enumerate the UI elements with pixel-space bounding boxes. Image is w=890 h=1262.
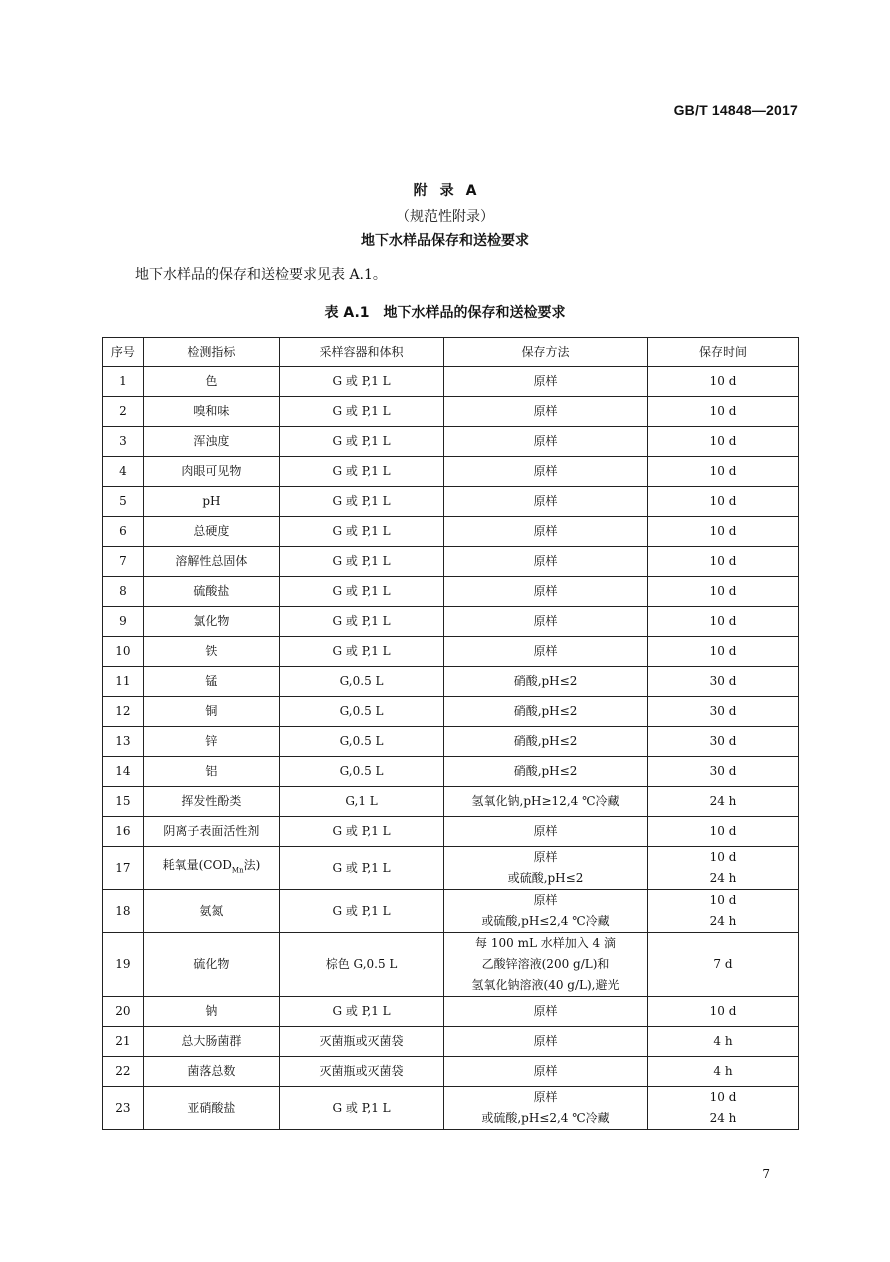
cell-indicator: 总硬度 bbox=[143, 517, 279, 547]
table-row bbox=[103, 367, 799, 397]
table-row bbox=[103, 847, 799, 890]
cell-method bbox=[444, 933, 648, 997]
cell-container: G 或 P,1 L bbox=[280, 517, 444, 547]
cell-indicator: 挥发性酚类 bbox=[143, 787, 279, 817]
table-caption: 表 A.1 地下水样品的保存和送检要求 bbox=[324, 305, 566, 321]
cell-time bbox=[648, 890, 799, 933]
time-line: 10 d bbox=[709, 644, 737, 658]
table-row bbox=[103, 577, 799, 607]
method-line: 硝酸,pH≤2 bbox=[513, 764, 578, 778]
time-line: 10 d bbox=[709, 554, 737, 568]
cell-container: G 或 P,1 L bbox=[280, 487, 444, 517]
cell-no: 15 bbox=[103, 787, 144, 817]
cell-container: G 或 P,1 L bbox=[280, 817, 444, 847]
cell-indicator: 铜 bbox=[143, 697, 279, 727]
cell-method bbox=[444, 637, 648, 667]
cell-indicator: 阴离子表面活性剂 bbox=[143, 817, 279, 847]
cell-container: G 或 P,1 L bbox=[280, 427, 444, 457]
table-row bbox=[103, 397, 799, 427]
cell-container: G,0.5 L bbox=[280, 697, 444, 727]
time-line: 10 d bbox=[709, 374, 737, 388]
cell-method bbox=[444, 607, 648, 637]
cell-no: 4 bbox=[103, 457, 144, 487]
storage-requirements-table bbox=[102, 337, 799, 1130]
table-row bbox=[103, 817, 799, 847]
cell-time bbox=[648, 847, 799, 890]
appendix-type: （规范性附录） bbox=[396, 209, 494, 225]
cell-time bbox=[648, 1087, 799, 1130]
method-line: 原样 bbox=[533, 1004, 558, 1018]
cell-method bbox=[444, 427, 648, 457]
cell-indicator: 色 bbox=[143, 367, 279, 397]
indicator-text: 耗氧量(COD bbox=[162, 857, 232, 872]
time-line: 30 d bbox=[709, 734, 737, 748]
cell-method bbox=[444, 1027, 648, 1057]
time-line: 24 h bbox=[709, 871, 737, 885]
cell-indicator: 总大肠菌群 bbox=[143, 1027, 279, 1057]
method-line: 或硫酸,pH≤2,4 ℃冷藏 bbox=[481, 914, 610, 928]
cell-container: G 或 P,1 L bbox=[280, 367, 444, 397]
table-row bbox=[103, 890, 799, 933]
indicator-subscript: Mn bbox=[231, 866, 244, 875]
time-line: 10 d bbox=[709, 524, 737, 538]
cell-container: G 或 P,1 L bbox=[280, 607, 444, 637]
cell-no: 7 bbox=[103, 547, 144, 577]
cell-time bbox=[648, 1027, 799, 1057]
appendix-title bbox=[0, 180, 890, 200]
time-line: 10 d bbox=[709, 850, 737, 864]
time-line: 4 h bbox=[713, 1034, 733, 1048]
cell-time bbox=[648, 577, 799, 607]
time-line: 30 d bbox=[709, 764, 737, 778]
cell-indicator: 氯化物 bbox=[143, 607, 279, 637]
method-line: 乙酸锌溶液(200 g/L)和 bbox=[481, 957, 610, 971]
cell-container: G 或 P,1 L bbox=[280, 577, 444, 607]
table-row bbox=[103, 517, 799, 547]
time-line: 10 d bbox=[709, 824, 737, 838]
method-line: 原样 bbox=[533, 1090, 558, 1104]
cell-time bbox=[648, 817, 799, 847]
cell-method bbox=[444, 997, 648, 1027]
cell-indicator: pH bbox=[143, 487, 279, 517]
method-line: 或硫酸,pH≤2 bbox=[507, 871, 584, 885]
cell-container: G 或 P,1 L bbox=[280, 547, 444, 577]
cell-container: 棕色 G,0.5 L bbox=[280, 933, 444, 997]
method-line: 硝酸,pH≤2 bbox=[513, 674, 578, 688]
time-line: 10 d bbox=[709, 614, 737, 628]
method-line: 氢氧化钠溶液(40 g/L),避光 bbox=[471, 978, 620, 992]
cell-method bbox=[444, 367, 648, 397]
table-row bbox=[103, 997, 799, 1027]
cell-no: 1 bbox=[103, 367, 144, 397]
cell-time bbox=[648, 787, 799, 817]
method-line: 原样 bbox=[533, 584, 558, 598]
cell-no: 16 bbox=[103, 817, 144, 847]
method-line: 原样 bbox=[533, 524, 558, 538]
cell-container: G 或 P,1 L bbox=[280, 397, 444, 427]
standard-number: GB/T 14848—2017 bbox=[673, 102, 798, 118]
appendix-title-part: A bbox=[465, 183, 477, 199]
cell-no: 20 bbox=[103, 997, 144, 1027]
method-line: 硝酸,pH≤2 bbox=[513, 734, 578, 748]
cell-indicator: 铝 bbox=[143, 757, 279, 787]
cell-container: 灭菌瓶或灭菌袋 bbox=[280, 1057, 444, 1087]
cell-time bbox=[648, 397, 799, 427]
cell-no: 13 bbox=[103, 727, 144, 757]
cell-indicator: 亚硝酸盐 bbox=[143, 1087, 279, 1130]
cell-method bbox=[444, 890, 648, 933]
cell-indicator: 硫酸盐 bbox=[143, 577, 279, 607]
cell-no: 10 bbox=[103, 637, 144, 667]
cell-time bbox=[648, 757, 799, 787]
cell-method bbox=[444, 757, 648, 787]
cell-time bbox=[648, 427, 799, 457]
cell-time bbox=[648, 517, 799, 547]
cell-no: 17 bbox=[103, 847, 144, 890]
time-line: 24 h bbox=[709, 1111, 737, 1125]
cell-container: 灭菌瓶或灭菌袋 bbox=[280, 1027, 444, 1057]
cell-method bbox=[444, 397, 648, 427]
time-line: 10 d bbox=[709, 893, 737, 907]
method-line: 每 100 mL 水样加入 4 滴 bbox=[475, 936, 616, 950]
cell-indicator: 锌 bbox=[143, 727, 279, 757]
method-line: 原样 bbox=[533, 893, 558, 907]
cell-time bbox=[648, 697, 799, 727]
time-line: 30 d bbox=[709, 674, 737, 688]
cell-method bbox=[444, 697, 648, 727]
cell-method bbox=[444, 787, 648, 817]
cell-time bbox=[648, 547, 799, 577]
cell-indicator: 浑浊度 bbox=[143, 427, 279, 457]
time-line: 30 d bbox=[709, 704, 737, 718]
cell-time bbox=[648, 727, 799, 757]
cell-method bbox=[444, 667, 648, 697]
method-line: 硝酸,pH≤2 bbox=[513, 704, 578, 718]
cell-method bbox=[444, 847, 648, 890]
time-line: 4 h bbox=[713, 1064, 733, 1078]
cell-method bbox=[444, 517, 648, 547]
cell-container: G,1 L bbox=[280, 787, 444, 817]
cell-no: 2 bbox=[103, 397, 144, 427]
cell-method bbox=[444, 547, 648, 577]
cell-indicator: 嗅和味 bbox=[143, 397, 279, 427]
cell-time bbox=[648, 487, 799, 517]
method-line: 原样 bbox=[533, 494, 558, 508]
cell-no: 3 bbox=[103, 427, 144, 457]
cell-container: G,0.5 L bbox=[280, 667, 444, 697]
table-row bbox=[103, 1087, 799, 1130]
table-header-row bbox=[103, 338, 799, 367]
time-line: 10 d bbox=[709, 434, 737, 448]
method-line: 原样 bbox=[533, 1064, 558, 1078]
cell-indicator: 铁 bbox=[143, 637, 279, 667]
cell-no: 5 bbox=[103, 487, 144, 517]
table-row bbox=[103, 757, 799, 787]
table-row bbox=[103, 727, 799, 757]
indicator-tail: 法) bbox=[243, 857, 261, 872]
cell-time bbox=[648, 367, 799, 397]
time-line: 24 h bbox=[709, 914, 737, 928]
cell-container: G 或 P,1 L bbox=[280, 1087, 444, 1130]
method-line: 原样 bbox=[533, 850, 558, 864]
method-line: 氢氧化钠,pH≥12,4 ℃冷藏 bbox=[471, 794, 620, 808]
appendix-heading: 地下水样品保存和送检要求 bbox=[361, 233, 529, 249]
cell-container: G,0.5 L bbox=[280, 757, 444, 787]
time-line: 10 d bbox=[709, 584, 737, 598]
cell-indicator: 肉眼可见物 bbox=[143, 457, 279, 487]
cell-method bbox=[444, 727, 648, 757]
cell-no: 22 bbox=[103, 1057, 144, 1087]
cell-container: G 或 P,1 L bbox=[280, 637, 444, 667]
header-method: 保存方法 bbox=[444, 338, 648, 367]
cell-no: 19 bbox=[103, 933, 144, 997]
table-row bbox=[103, 457, 799, 487]
time-line: 10 d bbox=[709, 1004, 737, 1018]
method-line: 原样 bbox=[533, 824, 558, 838]
cell-method bbox=[444, 1087, 648, 1130]
table-row bbox=[103, 547, 799, 577]
time-line: 10 d bbox=[709, 494, 737, 508]
table-row bbox=[103, 787, 799, 817]
method-line: 原样 bbox=[533, 374, 558, 388]
header-no: 序号 bbox=[103, 338, 144, 367]
cell-no: 14 bbox=[103, 757, 144, 787]
table-row bbox=[103, 487, 799, 517]
time-line: 24 h bbox=[709, 794, 737, 808]
cell-time bbox=[648, 997, 799, 1027]
cell-no: 11 bbox=[103, 667, 144, 697]
appendix-title-part: 附 bbox=[413, 183, 428, 199]
method-line: 原样 bbox=[533, 404, 558, 418]
table-row bbox=[103, 933, 799, 997]
cell-indicator: 锰 bbox=[143, 667, 279, 697]
method-line: 或硫酸,pH≤2,4 ℃冷藏 bbox=[481, 1111, 610, 1125]
cell-time bbox=[648, 1057, 799, 1087]
time-line: 10 d bbox=[709, 464, 737, 478]
time-line: 10 d bbox=[709, 404, 737, 418]
cell-no: 9 bbox=[103, 607, 144, 637]
cell-indicator: 溶解性总固体 bbox=[143, 547, 279, 577]
table-row bbox=[103, 697, 799, 727]
cell-no: 21 bbox=[103, 1027, 144, 1057]
cell-method bbox=[444, 457, 648, 487]
table-row bbox=[103, 637, 799, 667]
intro-paragraph: 地下水样品的保存和送检要求见表 A.1。 bbox=[135, 267, 387, 283]
cell-indicator: 钠 bbox=[143, 997, 279, 1027]
header-indicator: 检测指标 bbox=[143, 338, 279, 367]
method-line: 原样 bbox=[533, 464, 558, 478]
page-number: 7 bbox=[762, 1167, 770, 1181]
table-row bbox=[103, 427, 799, 457]
header-time: 保存时间 bbox=[648, 338, 799, 367]
cell-indicator: 硫化物 bbox=[143, 933, 279, 997]
method-line: 原样 bbox=[533, 434, 558, 448]
method-line: 原样 bbox=[533, 554, 558, 568]
time-line: 10 d bbox=[709, 1090, 737, 1104]
cell-container: G 或 P,1 L bbox=[280, 997, 444, 1027]
cell-time bbox=[648, 607, 799, 637]
cell-indicator: 菌落总数 bbox=[143, 1057, 279, 1087]
header-container: 采样容器和体积 bbox=[280, 338, 444, 367]
method-line: 原样 bbox=[533, 1034, 558, 1048]
cell-method bbox=[444, 817, 648, 847]
cell-no: 18 bbox=[103, 890, 144, 933]
cell-method bbox=[444, 1057, 648, 1087]
table-row bbox=[103, 1027, 799, 1057]
appendix-title-part: 录 bbox=[439, 183, 454, 199]
cell-container: G 或 P,1 L bbox=[280, 457, 444, 487]
method-line: 原样 bbox=[533, 644, 558, 658]
cell-indicator bbox=[143, 847, 279, 890]
table-row bbox=[103, 667, 799, 697]
table-row bbox=[103, 1057, 799, 1087]
cell-time bbox=[648, 457, 799, 487]
cell-time bbox=[648, 667, 799, 697]
time-line: 7 d bbox=[713, 957, 733, 971]
cell-container: G 或 P,1 L bbox=[280, 847, 444, 890]
table-body bbox=[103, 367, 799, 1130]
cell-container: G,0.5 L bbox=[280, 727, 444, 757]
cell-time bbox=[648, 933, 799, 997]
cell-no: 23 bbox=[103, 1087, 144, 1130]
cell-container: G 或 P,1 L bbox=[280, 890, 444, 933]
method-line: 原样 bbox=[533, 614, 558, 628]
cell-no: 6 bbox=[103, 517, 144, 547]
cell-method bbox=[444, 577, 648, 607]
cell-no: 8 bbox=[103, 577, 144, 607]
cell-indicator: 氨氮 bbox=[143, 890, 279, 933]
cell-method bbox=[444, 487, 648, 517]
table-row bbox=[103, 607, 799, 637]
cell-no: 12 bbox=[103, 697, 144, 727]
cell-time bbox=[648, 637, 799, 667]
